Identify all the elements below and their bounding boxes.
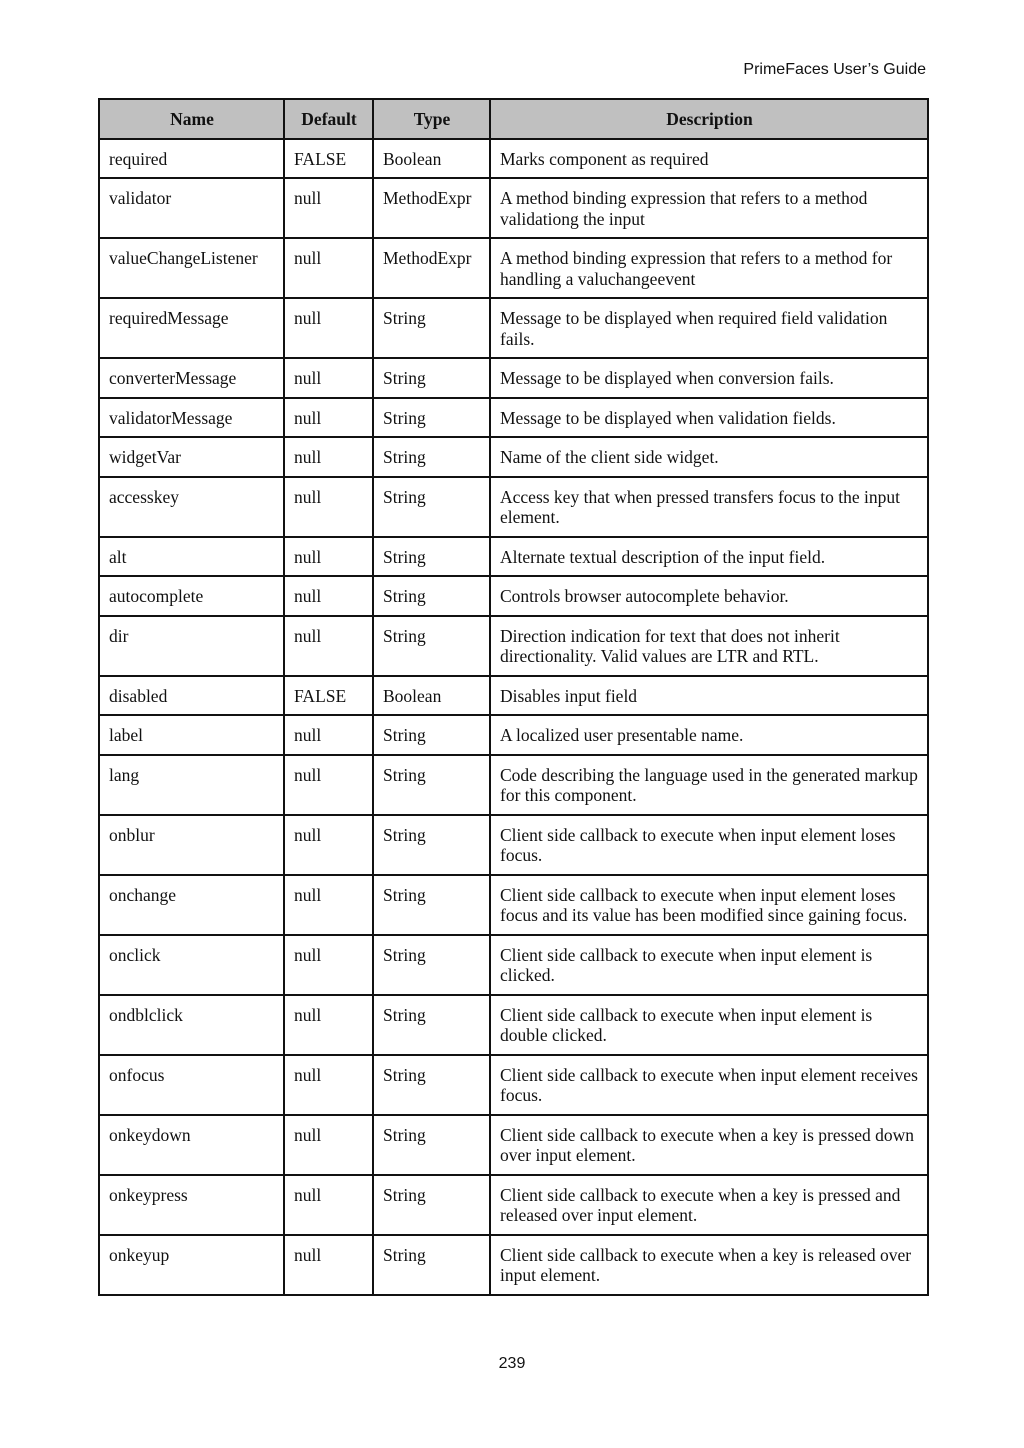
cell-type: String (373, 576, 490, 616)
cell-type: String (373, 1055, 490, 1115)
cell-type: String (373, 875, 490, 935)
column-header-default: Default (284, 99, 373, 139)
cell-description: Disables input field (490, 676, 928, 716)
cell-description: Controls browser autocomplete behavior. (490, 576, 928, 616)
table-row (99, 935, 928, 995)
page-number: 239 (498, 1355, 526, 1372)
cell-type: String (373, 935, 490, 995)
column-header-type: Type (373, 99, 490, 139)
table-row (99, 995, 928, 1055)
cell-default: null (284, 178, 373, 238)
cell-name: onclick (99, 935, 284, 995)
cell-name: autocomplete (99, 576, 284, 616)
cell-type: Boolean (373, 139, 490, 179)
cell-name: label (99, 715, 284, 755)
table-row (99, 298, 928, 358)
cell-name: lang (99, 755, 284, 815)
cell-type: String (373, 1175, 490, 1235)
cell-description: Message to be displayed when required field validation fails. (490, 298, 928, 358)
cell-default: null (284, 576, 373, 616)
cell-name: valueChangeListener (99, 238, 284, 298)
cell-name: onblur (99, 815, 284, 875)
table-row (99, 477, 928, 537)
cell-description: Alternate textual description of the input field. (490, 537, 928, 577)
table-row (99, 875, 928, 935)
cell-default: null (284, 715, 373, 755)
table-row (99, 238, 928, 298)
cell-default: null (284, 995, 373, 1055)
cell-default: null (284, 1055, 373, 1115)
cell-description: Client side callback to execute when input element is double clicked. (490, 995, 928, 1055)
cell-type: Boolean (373, 676, 490, 716)
cell-description: Message to be displayed when validation fields. (490, 398, 928, 438)
cell-name: requiredMessage (99, 298, 284, 358)
cell-type: String (373, 398, 490, 438)
cell-description: Message to be displayed when conversion fails. (490, 358, 928, 398)
cell-default: null (284, 875, 373, 935)
table-row (99, 358, 928, 398)
cell-default: FALSE (284, 676, 373, 716)
cell-default: null (284, 537, 373, 577)
cell-name: validatorMessage (99, 398, 284, 438)
cell-name: widgetVar (99, 437, 284, 477)
cell-name: onkeydown (99, 1115, 284, 1175)
table-row (99, 815, 928, 875)
cell-name: ondblclick (99, 995, 284, 1055)
table-row (99, 1175, 928, 1235)
cell-default: null (284, 1175, 373, 1235)
cell-description: Client side callback to execute when input element loses focus and its value has been modified since gaining focus. (490, 875, 928, 935)
cell-name: onkeyup (99, 1235, 284, 1295)
cell-type: String (373, 358, 490, 398)
table-row (99, 1055, 928, 1115)
cell-name: accesskey (99, 477, 284, 537)
cell-name: converterMessage (99, 358, 284, 398)
cell-type: String (373, 995, 490, 1055)
cell-type: String (373, 537, 490, 577)
cell-description: Access key that when pressed transfers focus to the input element. (490, 477, 928, 537)
cell-description: Name of the client side widget. (490, 437, 928, 477)
cell-default: null (284, 755, 373, 815)
cell-type: String (373, 755, 490, 815)
cell-description: Client side callback to execute when input element receives focus. (490, 1055, 928, 1115)
attributes-table (98, 98, 929, 1296)
cell-type: String (373, 715, 490, 755)
cell-default: null (284, 935, 373, 995)
cell-name: disabled (99, 676, 284, 716)
cell-description: A method binding expression that refers to a method validationg the input (490, 178, 928, 238)
cell-type: String (373, 616, 490, 676)
cell-type: MethodExpr (373, 178, 490, 238)
table-row (99, 676, 928, 716)
table-row (99, 437, 928, 477)
cell-description: Client side callback to execute when input element is clicked. (490, 935, 928, 995)
cell-default: null (284, 1115, 373, 1175)
cell-description: Code describing the language used in the generated markup for this component. (490, 755, 928, 815)
cell-default: null (284, 1235, 373, 1295)
table-row (99, 755, 928, 815)
cell-type: MethodExpr (373, 238, 490, 298)
table-row (99, 616, 928, 676)
cell-name: onkeypress (99, 1175, 284, 1235)
cell-type: String (373, 815, 490, 875)
cell-name: dir (99, 616, 284, 676)
cell-description: A method binding expression that refers to a method for handling a valuchangeevent (490, 238, 928, 298)
cell-default: null (284, 815, 373, 875)
cell-description: Client side callback to execute when a key is pressed and released over input element. (490, 1175, 928, 1235)
cell-description: Client side callback to execute when a key is pressed down over input element. (490, 1115, 928, 1175)
cell-description: Client side callback to execute when a key is released over input element. (490, 1235, 928, 1295)
column-header-description: Description (490, 99, 928, 139)
cell-default: null (284, 298, 373, 358)
cell-name: onchange (99, 875, 284, 935)
cell-name: validator (99, 178, 284, 238)
cell-description: Direction indication for text that does not inherit directionality. Valid values are LTR and RTL. (490, 616, 928, 676)
running-header: PrimeFaces User’s Guide (743, 61, 926, 78)
table-body (99, 139, 928, 1295)
table-row (99, 537, 928, 577)
cell-description: Client side callback to execute when input element loses focus. (490, 815, 928, 875)
cell-default: null (284, 477, 373, 537)
cell-default: null (284, 238, 373, 298)
cell-type: String (373, 437, 490, 477)
cell-default: null (284, 437, 373, 477)
cell-description: Marks component as required (490, 139, 928, 179)
cell-default: null (284, 398, 373, 438)
table-row (99, 1115, 928, 1175)
table-header-row (99, 99, 928, 139)
table-row (99, 178, 928, 238)
cell-type: String (373, 1115, 490, 1175)
cell-name: onfocus (99, 1055, 284, 1115)
table-row (99, 398, 928, 438)
cell-default: null (284, 616, 373, 676)
cell-type: String (373, 1235, 490, 1295)
cell-type: String (373, 477, 490, 537)
cell-description: A localized user presentable name. (490, 715, 928, 755)
table-row (99, 576, 928, 616)
table-row (99, 1235, 928, 1295)
cell-name: required (99, 139, 284, 179)
cell-type: String (373, 298, 490, 358)
table-row (99, 715, 928, 755)
column-header-name: Name (99, 99, 284, 139)
cell-default: FALSE (284, 139, 373, 179)
cell-default: null (284, 358, 373, 398)
table-row (99, 139, 928, 179)
cell-name: alt (99, 537, 284, 577)
